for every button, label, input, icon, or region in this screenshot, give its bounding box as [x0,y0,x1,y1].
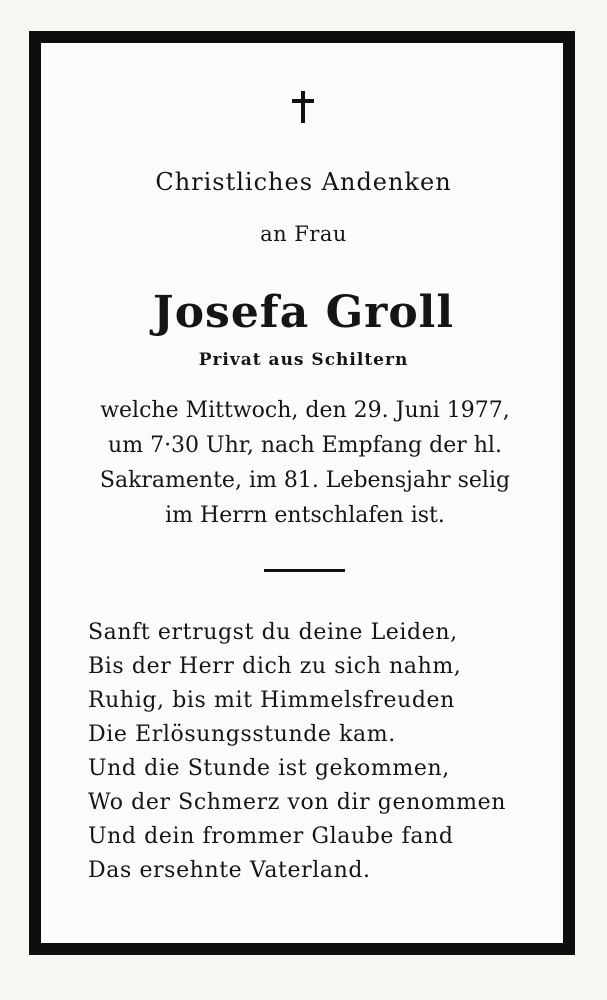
announcement-line: im Herrn entschlafen ist. [165,503,445,528]
announcement-line: welche Mittwoch, den 29. Juni 1977, [100,398,510,423]
poem-line: Wo der Schmerz von dir genommen [88,790,507,815]
deceased-name: Josefa Groll [152,287,455,338]
announcement-line: Sakramente, im 81. Lebensjahr selig [99,468,511,493]
poem-line: Sanft ertrugst du deine Leiden, [88,620,458,645]
poem-line: Und die Stunde ist gekommen, [88,756,450,781]
poem-line: Bis der Herr dich zu sich nahm, [88,654,462,679]
card-subtitle: an Frau [260,222,347,246]
announcement-line: um 7·30 Uhr, nach Empfang der hl. [108,433,502,458]
section-divider [264,569,345,572]
poem-line: Und dein frommer Glaube fand [88,824,454,849]
poem-line: Das ersehnte Vaterland. [88,858,371,883]
poem-line: Ruhig, bis mit Himmelsfreuden [88,688,455,713]
memorial-poem [88,616,506,888]
poem-line: Die Erlösungsstunde kam. [88,722,396,747]
card-title: Christliches Andenken [155,168,452,196]
deceased-origin: Privat aus Schiltern [198,350,409,370]
cross-icon [290,91,316,123]
